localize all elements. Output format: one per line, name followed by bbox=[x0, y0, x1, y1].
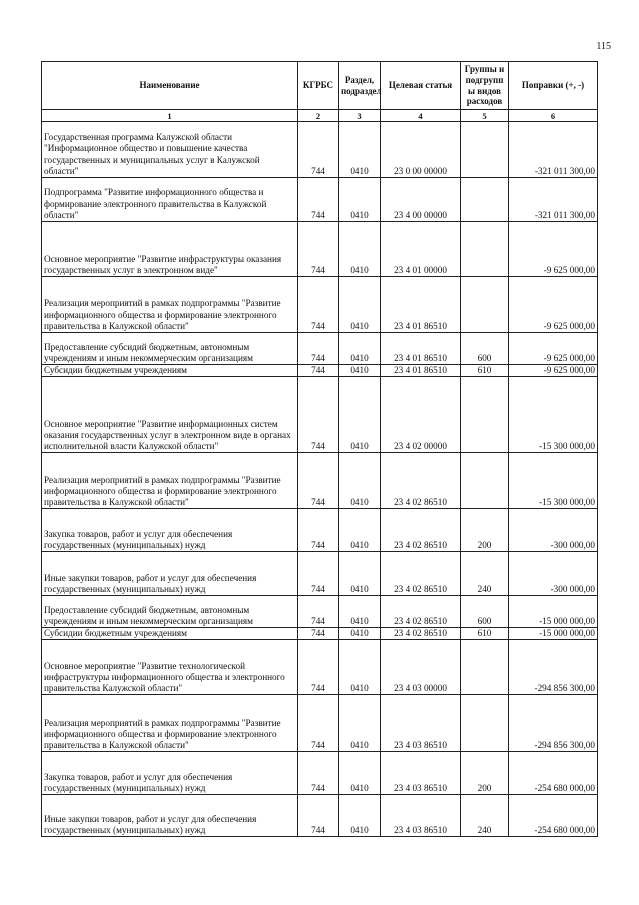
row-expense-group bbox=[461, 695, 509, 752]
row-target-article: 23 4 03 00000 bbox=[381, 640, 461, 695]
row-target-article: 23 4 00 00000 bbox=[381, 178, 461, 222]
row-kgrbs: 744 bbox=[298, 596, 339, 628]
header-expense-groups: Группы и подгрупп ы видов расходов bbox=[461, 62, 509, 110]
row-kgrbs: 744 bbox=[298, 453, 339, 509]
table-row bbox=[42, 596, 598, 628]
row-name: Субсидии бюджетным учреждениям bbox=[42, 628, 298, 640]
row-expense-group: 200 bbox=[461, 752, 509, 795]
table-row bbox=[42, 178, 598, 222]
header-kgrbs: КГРБС bbox=[298, 62, 339, 110]
row-expense-group bbox=[461, 222, 509, 277]
row-kgrbs: 744 bbox=[298, 695, 339, 752]
row-target-article: 23 4 03 86510 bbox=[381, 752, 461, 795]
row-razdel: 0410 bbox=[339, 695, 381, 752]
row-target-article: 23 4 03 86510 bbox=[381, 695, 461, 752]
row-amount: -294 856 300,00 bbox=[509, 695, 598, 752]
table-row bbox=[42, 552, 598, 596]
budget-table bbox=[41, 61, 598, 837]
row-razdel: 0410 bbox=[339, 377, 381, 453]
row-expense-group bbox=[461, 277, 509, 333]
table-row bbox=[42, 628, 598, 640]
row-razdel: 0410 bbox=[339, 795, 381, 837]
header-row bbox=[42, 62, 598, 110]
table-row bbox=[42, 695, 598, 752]
row-name: Основное мероприятие "Развитие информационных систем оказания государственных услуг в электронном виде в органах исполнительной власти Калужской области" bbox=[42, 377, 298, 453]
row-expense-group bbox=[461, 640, 509, 695]
row-name: Реализация мероприятий в рамках подпрограммы "Развитие информационного общества и формирование электронного правительства в Калужской области" bbox=[42, 695, 298, 752]
row-target-article: 23 4 02 86510 bbox=[381, 596, 461, 628]
row-expense-group: 600 bbox=[461, 596, 509, 628]
row-target-article: 23 4 02 86510 bbox=[381, 453, 461, 509]
row-expense-group: 240 bbox=[461, 552, 509, 596]
column-number: 1 bbox=[42, 110, 298, 122]
row-amount: -15 300 000,00 bbox=[509, 453, 598, 509]
row-name: Подпрограмма "Развитие информационного общества и формирование электронного правительства в Калужской области" bbox=[42, 178, 298, 222]
row-name: Субсидии бюджетным учреждениям bbox=[42, 365, 298, 377]
row-expense-group: 240 bbox=[461, 795, 509, 837]
row-kgrbs: 744 bbox=[298, 377, 339, 453]
row-target-article: 23 4 01 86510 bbox=[381, 277, 461, 333]
row-amount: -9 625 000,00 bbox=[509, 222, 598, 277]
row-target-article: 23 4 02 86510 bbox=[381, 509, 461, 552]
row-name: Предоставление субсидий бюджетным, автономным учреждениям и иным некоммерческим организациям bbox=[42, 333, 298, 365]
header-razdel: Раздел, подраздел bbox=[339, 62, 381, 110]
table-row bbox=[42, 222, 598, 277]
table-row bbox=[42, 509, 598, 552]
table-row bbox=[42, 377, 598, 453]
page-number: 115 bbox=[596, 41, 611, 52]
table-row bbox=[42, 453, 598, 509]
row-target-article: 23 0 00 00000 bbox=[381, 122, 461, 178]
row-kgrbs: 744 bbox=[298, 640, 339, 695]
row-razdel: 0410 bbox=[339, 752, 381, 795]
row-razdel: 0410 bbox=[339, 509, 381, 552]
row-target-article: 23 4 01 86510 bbox=[381, 365, 461, 377]
row-razdel: 0410 bbox=[339, 640, 381, 695]
row-kgrbs: 744 bbox=[298, 795, 339, 837]
row-kgrbs: 744 bbox=[298, 628, 339, 640]
row-expense-group bbox=[461, 178, 509, 222]
row-kgrbs: 744 bbox=[298, 222, 339, 277]
row-target-article: 23 4 03 86510 bbox=[381, 795, 461, 837]
row-amount: -300 000,00 bbox=[509, 552, 598, 596]
row-razdel: 0410 bbox=[339, 552, 381, 596]
row-name: Реализация мероприятий в рамках подпрограммы "Развитие информационного общества и формирование электронного правительства в Калужской области" bbox=[42, 277, 298, 333]
row-razdel: 0410 bbox=[339, 628, 381, 640]
row-razdel: 0410 bbox=[339, 365, 381, 377]
row-expense-group: 600 bbox=[461, 333, 509, 365]
row-name: Иные закупки товаров, работ и услуг для обеспечения государственных (муниципальных) нужд bbox=[42, 795, 298, 837]
header-name: Наименование bbox=[42, 62, 298, 110]
row-target-article: 23 4 02 86510 bbox=[381, 628, 461, 640]
row-amount: -15 300 000,00 bbox=[509, 377, 598, 453]
row-razdel: 0410 bbox=[339, 222, 381, 277]
row-razdel: 0410 bbox=[339, 277, 381, 333]
row-expense-group: 200 bbox=[461, 509, 509, 552]
row-name: Закупка товаров, работ и услуг для обеспечения государственных (муниципальных) нужд bbox=[42, 752, 298, 795]
row-expense-group: 610 bbox=[461, 628, 509, 640]
row-razdel: 0410 bbox=[339, 453, 381, 509]
row-name: Основное мероприятие "Развитие технологической инфраструктуры информационного общества и электронного правительства Калужской области" bbox=[42, 640, 298, 695]
column-number: 2 bbox=[298, 110, 339, 122]
row-razdel: 0410 bbox=[339, 178, 381, 222]
row-name: Иные закупки товаров, работ и услуг для обеспечения государственных (муниципальных) нужд bbox=[42, 552, 298, 596]
row-razdel: 0410 bbox=[339, 122, 381, 178]
row-amount: -321 011 300,00 bbox=[509, 122, 598, 178]
header-target-article: Целевая статья bbox=[381, 62, 461, 110]
row-name: Реализация мероприятий в рамках подпрограммы "Развитие информационного общества и формирование электронного правительства в Калужской области" bbox=[42, 453, 298, 509]
column-number: 3 bbox=[339, 110, 381, 122]
column-number: 6 bbox=[509, 110, 598, 122]
row-name: Закупка товаров, работ и услуг для обеспечения государственных (муниципальных) нужд bbox=[42, 509, 298, 552]
table-row bbox=[42, 795, 598, 837]
row-amount: -9 625 000,00 bbox=[509, 277, 598, 333]
row-amount: -15 000 000,00 bbox=[509, 596, 598, 628]
table-row bbox=[42, 333, 598, 365]
row-name: Государственная программа Калужской области "Информационное общество и повышение качества государственных и муниципальных услуг в Калужской области" bbox=[42, 122, 298, 178]
row-amount: -294 856 300,00 bbox=[509, 640, 598, 695]
row-amount: -15 000 000,00 bbox=[509, 628, 598, 640]
row-target-article: 23 4 02 00000 bbox=[381, 377, 461, 453]
row-amount: -9 625 000,00 bbox=[509, 365, 598, 377]
column-number-row bbox=[42, 110, 598, 122]
row-razdel: 0410 bbox=[339, 333, 381, 365]
table-body bbox=[42, 122, 598, 837]
row-kgrbs: 744 bbox=[298, 509, 339, 552]
row-target-article: 23 4 01 00000 bbox=[381, 222, 461, 277]
row-amount: -254 680 000,00 bbox=[509, 752, 598, 795]
row-expense-group bbox=[461, 377, 509, 453]
row-target-article: 23 4 01 86510 bbox=[381, 333, 461, 365]
row-amount: -300 000,00 bbox=[509, 509, 598, 552]
table-row bbox=[42, 277, 598, 333]
row-amount: -321 011 300,00 bbox=[509, 178, 598, 222]
row-kgrbs: 744 bbox=[298, 122, 339, 178]
column-number: 4 bbox=[381, 110, 461, 122]
row-amount: -9 625 000,00 bbox=[509, 333, 598, 365]
row-razdel: 0410 bbox=[339, 596, 381, 628]
row-kgrbs: 744 bbox=[298, 277, 339, 333]
table-row bbox=[42, 752, 598, 795]
row-name: Основное мероприятие "Развитие инфраструктуры оказания государственных услуг в электронном виде" bbox=[42, 222, 298, 277]
row-kgrbs: 744 bbox=[298, 178, 339, 222]
row-name: Предоставление субсидий бюджетным, автономным учреждениям и иным некоммерческим организациям bbox=[42, 596, 298, 628]
row-expense-group bbox=[461, 453, 509, 509]
table-row bbox=[42, 122, 598, 178]
table-row bbox=[42, 365, 598, 377]
row-kgrbs: 744 bbox=[298, 552, 339, 596]
row-target-article: 23 4 02 86510 bbox=[381, 552, 461, 596]
row-kgrbs: 744 bbox=[298, 333, 339, 365]
column-number: 5 bbox=[461, 110, 509, 122]
table-row bbox=[42, 640, 598, 695]
row-kgrbs: 744 bbox=[298, 365, 339, 377]
header-amendments: Поправки (+, -) bbox=[509, 62, 598, 110]
row-amount: -254 680 000,00 bbox=[509, 795, 598, 837]
row-kgrbs: 744 bbox=[298, 752, 339, 795]
row-expense-group: 610 bbox=[461, 365, 509, 377]
row-expense-group bbox=[461, 122, 509, 178]
